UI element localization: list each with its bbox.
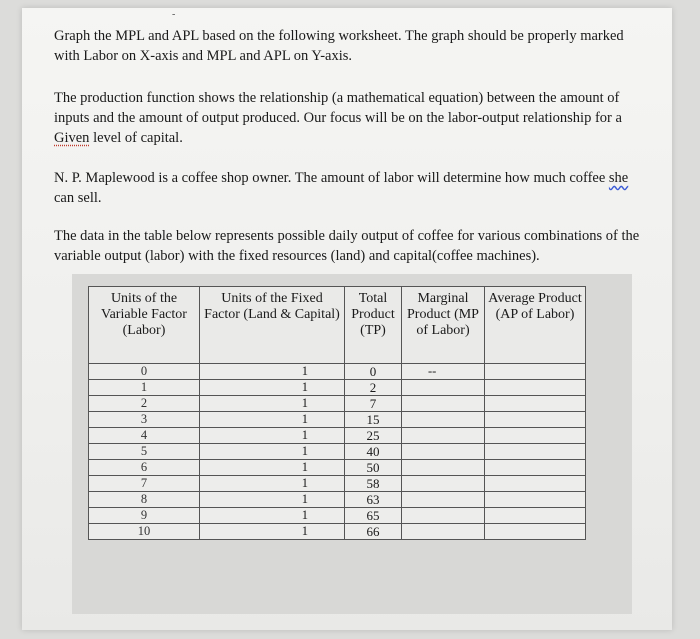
table-row	[89, 460, 586, 476]
total-product-cell: 25	[345, 428, 402, 444]
labor-cell: 9	[89, 508, 200, 524]
fixed-factor-cell: 1	[200, 412, 345, 428]
marginal-product-cell[interactable]	[402, 380, 485, 396]
marginal-product-cell[interactable]	[402, 476, 485, 492]
labor-cell: 8	[89, 492, 200, 508]
average-product-cell[interactable]	[485, 524, 586, 540]
total-product-cell: 66	[345, 524, 402, 540]
table-row	[89, 364, 586, 380]
fixed-factor-cell: 1	[200, 428, 345, 444]
labor-cell: 0	[89, 364, 200, 380]
labor-cell: 6	[89, 460, 200, 476]
p2-given-word: Given	[54, 130, 90, 146]
fixed-factor-cell: 1	[200, 492, 345, 508]
table-row	[89, 380, 586, 396]
table-row	[89, 508, 586, 524]
marginal-product-cell[interactable]	[402, 396, 485, 412]
header-marginal-product: Marginal Product (MP of Labor)	[402, 287, 485, 364]
production-function-paragraph	[54, 88, 644, 148]
header-average-product: Average Product (AP of Labor)	[485, 287, 586, 364]
labor-cell: 2	[89, 396, 200, 412]
total-product-cell: 7	[345, 396, 402, 412]
stray-mark: -	[172, 9, 176, 20]
marginal-product-cell[interactable]	[402, 428, 485, 444]
table-row	[89, 476, 586, 492]
average-product-cell[interactable]	[485, 428, 586, 444]
worksheet-page	[22, 8, 672, 630]
fixed-factor-cell: 1	[200, 508, 345, 524]
labor-cell: 7	[89, 476, 200, 492]
production-table	[88, 286, 586, 540]
marginal-product-cell[interactable]	[402, 444, 485, 460]
fixed-factor-cell: 1	[200, 380, 345, 396]
labor-cell: 4	[89, 428, 200, 444]
average-product-cell[interactable]	[485, 444, 586, 460]
fixed-factor-cell: 1	[200, 444, 345, 460]
p2-text-a: The production function shows the relationship (a mathematical equation) between the amount of inputs and the amount of output produced. Our focus will be on the labor-output relationship for a	[54, 90, 622, 126]
table-row	[89, 412, 586, 428]
total-product-cell: 63	[345, 492, 402, 508]
average-product-cell[interactable]	[485, 492, 586, 508]
table-row	[89, 444, 586, 460]
total-product-cell: 40	[345, 444, 402, 460]
labor-cell: 10	[89, 524, 200, 540]
header-labor: Units of the Variable Factor (Labor)	[89, 287, 200, 364]
average-product-cell[interactable]	[485, 508, 586, 524]
table-row	[89, 396, 586, 412]
table-header-row	[89, 287, 586, 364]
fixed-factor-cell: 1	[200, 524, 345, 540]
total-product-cell: 65	[345, 508, 402, 524]
total-product-cell: 15	[345, 412, 402, 428]
header-fixed-factor: Units of the Fixed Factor (Land & Capital)	[200, 287, 345, 364]
labor-cell: 3	[89, 412, 200, 428]
table-row	[89, 524, 586, 540]
average-product-cell[interactable]	[485, 396, 586, 412]
p2-text-b: level of capital.	[89, 130, 183, 146]
marginal-product-cell[interactable]	[402, 412, 485, 428]
marginal-product-cell[interactable]	[402, 492, 485, 508]
labor-cell: 5	[89, 444, 200, 460]
fixed-factor-cell: 1	[200, 476, 345, 492]
labor-cell: 1	[89, 380, 200, 396]
total-product-cell: 58	[345, 476, 402, 492]
total-product-cell: 0	[345, 364, 402, 380]
table-body	[89, 364, 586, 540]
p3-she-word: she	[608, 170, 629, 186]
maplewood-paragraph	[54, 168, 644, 208]
marginal-product-cell[interactable]	[402, 524, 485, 540]
total-product-cell: 50	[345, 460, 402, 476]
instruction-paragraph: Graph the MPL and APL based on the following worksheet. The graph should be properly marked with Labor on X-axis and MPL and APL on Y-axis.	[54, 28, 624, 64]
table-row	[89, 428, 586, 444]
average-product-cell[interactable]	[485, 380, 586, 396]
total-product-cell: 2	[345, 380, 402, 396]
table-row	[89, 492, 586, 508]
average-product-cell[interactable]	[485, 460, 586, 476]
average-product-cell[interactable]	[485, 364, 586, 380]
table-area	[72, 274, 632, 614]
fixed-factor-cell: 1	[200, 364, 345, 380]
fixed-factor-cell: 1	[200, 460, 345, 476]
table-intro-paragraph: The data in the table below represents possible daily output of coffee for various combinations of the variable output (labor) with the fixed resources (land) and capital(coffee machines).	[54, 228, 640, 264]
marginal-product-cell[interactable]: --	[402, 364, 485, 380]
header-total-product: Total Product (TP)	[345, 287, 402, 364]
average-product-cell[interactable]	[485, 476, 586, 492]
p3-text-a: N. P. Maplewood is a coffee shop owner. The amount of labor will determine how much coffee	[54, 170, 609, 186]
marginal-product-cell[interactable]	[402, 508, 485, 524]
average-product-cell[interactable]	[485, 412, 586, 428]
p3-text-b: can sell.	[54, 190, 102, 206]
marginal-product-cell[interactable]	[402, 460, 485, 476]
fixed-factor-cell: 1	[200, 396, 345, 412]
